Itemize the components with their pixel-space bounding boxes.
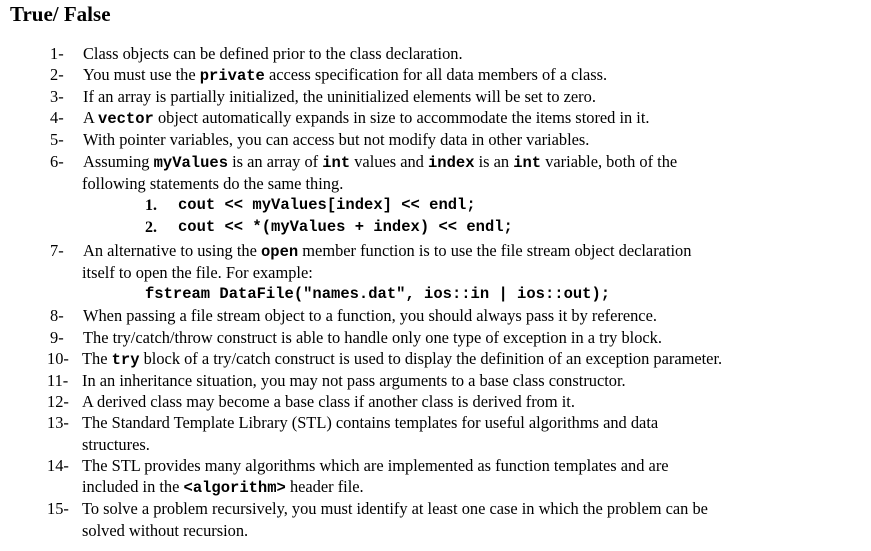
question-number: 4- xyxy=(50,108,64,127)
question-4 xyxy=(50,107,650,130)
code-keyword: vector xyxy=(98,110,154,128)
question-number: 6- xyxy=(50,152,64,171)
question-14 xyxy=(47,455,669,476)
code-keyword: int xyxy=(513,154,542,172)
question-2 xyxy=(50,64,607,87)
question-text: With pointer variables, you can access but not modify data in other variables. xyxy=(83,130,590,149)
question-text: is an xyxy=(474,152,514,171)
question-number: 10- xyxy=(47,349,69,368)
question-15 xyxy=(47,498,708,519)
code-keyword: private xyxy=(199,67,265,85)
question-9 xyxy=(50,327,662,348)
question-text: member function is to use the file stream object declaration xyxy=(298,241,692,260)
question-text: In an inheritance situation, you may not pass arguments to a base class constructor. xyxy=(82,371,626,390)
code-keyword: try xyxy=(111,351,140,369)
question-number: 2- xyxy=(50,65,64,84)
question-text: values and xyxy=(350,152,428,171)
question-12 xyxy=(47,391,575,412)
code-keyword: open xyxy=(260,243,299,261)
question-text: If an array is partially initialized, the uninitialized elements will be set to zero. xyxy=(83,87,596,106)
statement-number: 1. xyxy=(145,197,157,214)
question-number: 15- xyxy=(47,499,69,518)
question-number: 9- xyxy=(50,328,64,347)
question-text: Assuming xyxy=(83,152,154,171)
question-1 xyxy=(50,43,463,64)
question-text: An alternative to using the xyxy=(83,241,261,260)
statement-number: 2. xyxy=(145,219,157,236)
question-7 xyxy=(50,240,691,263)
question-3 xyxy=(50,86,596,107)
question-text: When passing a file stream object to a function, you should always pass it by reference. xyxy=(83,306,657,325)
question-text: A derived class may become a base class if another class is derived from it. xyxy=(82,392,575,411)
question-text: You must use the xyxy=(83,65,200,84)
question-11 xyxy=(47,370,626,391)
code-example: fstream DataFile("names.dat", ios::in | ios::out); xyxy=(145,285,611,303)
question-number: 11- xyxy=(47,371,69,390)
question-number: 14- xyxy=(47,456,69,475)
question-text: is an array of xyxy=(228,152,323,171)
question-8 xyxy=(50,305,657,326)
question-13-continued: structures. xyxy=(82,435,150,454)
question-number: 1- xyxy=(50,44,64,63)
question-text: The xyxy=(82,349,112,368)
question-13 xyxy=(47,412,658,433)
question-number: 13- xyxy=(47,413,69,432)
question-text: object automatically expands in size to accommodate the items stored in it. xyxy=(153,108,650,127)
question-text: The STL provides many algorithms which are implemented as function templates and are xyxy=(82,456,669,475)
question-text: included in the xyxy=(82,477,184,496)
question-text: A xyxy=(83,108,99,127)
question-text: variable, both of the xyxy=(541,152,678,171)
question-text: To solve a problem recursively, you must identify at least one case in which the problem can be xyxy=(82,499,708,518)
question-text: The try/catch/throw construct is able to handle only one type of exception in a try block. xyxy=(83,328,662,347)
section-title: True/ False xyxy=(10,2,111,26)
code-statement-2: cout << *(myValues + index) << endl; xyxy=(178,218,513,236)
code-keyword: <algorithm> xyxy=(183,479,286,497)
code-keyword: myValues xyxy=(153,154,229,172)
question-number: 7- xyxy=(50,241,64,260)
code-keyword: index xyxy=(427,154,475,172)
code-statement-1: cout << myValues[index] << endl; xyxy=(178,196,476,214)
question-text: Class objects can be defined prior to the class declaration. xyxy=(83,44,463,63)
question-7-continued: itself to open the file. For example: xyxy=(82,263,313,282)
question-number: 5- xyxy=(50,130,64,149)
question-text: access specification for all data members of a class. xyxy=(264,65,608,84)
question-number: 8- xyxy=(50,306,64,325)
question-15-continued: solved without recursion. xyxy=(82,521,249,540)
question-text: block of a try/catch construct is used to display the definition of an exception parameter. xyxy=(139,349,723,368)
question-10 xyxy=(47,348,722,371)
question-text: The Standard Template Library (STL) contains templates for useful algorithms and data xyxy=(82,413,659,432)
code-keyword: int xyxy=(322,154,351,172)
question-number: 3- xyxy=(50,87,64,106)
question-number: 12- xyxy=(47,392,69,411)
question-6-continued: following statements do the same thing. xyxy=(82,174,344,193)
question-14-continued xyxy=(82,476,364,499)
question-text: header file. xyxy=(285,477,364,496)
question-5 xyxy=(50,129,589,150)
question-6 xyxy=(50,151,677,174)
